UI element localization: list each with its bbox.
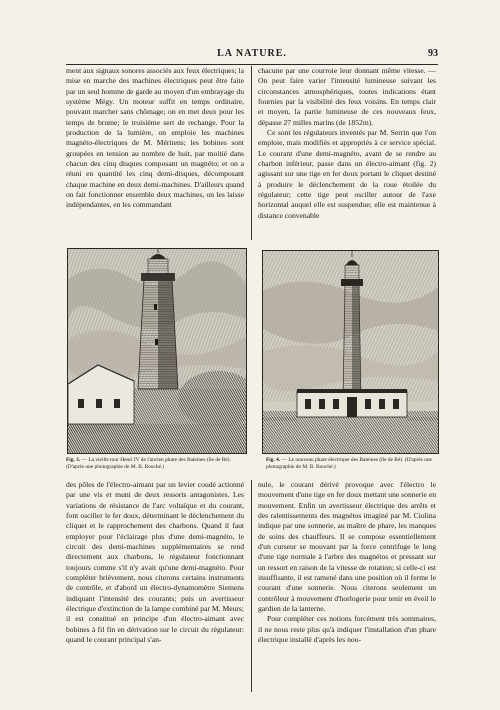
figure-label: Fig. 4. bbox=[266, 457, 281, 463]
paragraph: chacune par une courroie leur donnant même vitesse. — On peut faire varier l'intensité lumineuse suivant les circonstances atmosphériques, toutes indications étant fournies par la visibilité des feux voisins. En temps clair et moyen, la partie lumineuse de ces nouveaux feux, dépasse 27 milles marins (de 1852m). bbox=[258, 66, 436, 127]
text-column-top-right bbox=[258, 66, 436, 240]
column-rule bbox=[251, 480, 252, 692]
figure-caption-right bbox=[266, 457, 436, 470]
paragraph: Pour compléter ces notions forcément très sommaires, il ne nous reste plus qu'à indiquer l'installation d'un phare électrique installé d'après les nou- bbox=[258, 614, 436, 645]
figure-label: Fig. 3. bbox=[66, 457, 81, 463]
journal-title: LA NATURE. bbox=[217, 48, 287, 59]
old-tower-illustration bbox=[68, 249, 246, 453]
text-column-top-left bbox=[66, 66, 244, 240]
figure-caption-left bbox=[66, 457, 248, 470]
running-header bbox=[66, 48, 438, 65]
caption-text: — La vieille tour Henri IV de l'ancien phare des Baleines (île de Ré). (D'après une photographie de M. B. Bouché.) bbox=[66, 457, 231, 470]
paragraph: Ce sont les régulateurs inventés par M. Serrin que l'on emploie, mais modifiés et appropriés à ce service spécial. Le courant d'une demi-magnéto, avant de se rendre au charbon inférieur, passe dans un électro-aimant (fig. 2) agissant sur une tige en fer doux portant le cliquet destiné à produire le déclenchement de la roue étoilée du régulateur; cette tige peut osciller autour de l'axe horizontal auquel elle est suspendue; elle est maintenue à distance convenable bbox=[258, 128, 436, 220]
figure-new-lighthouse-engraving bbox=[262, 250, 439, 454]
text-column-bottom-right bbox=[258, 480, 436, 692]
paragraph: nule, le courant dérivé provoque avec l'électro le mouvement d'une tige en fer doux mettant une sonnerie en mouvement. Enfin un avertisseur électrique des arrêts et des ralentissements des magnétos imaginé par M. Ciolina indique par une sonnerie, au maître de phare, les manques de soins des chauffeurs. Il se compose essentiellement d'un curseur se mouvant par la force centrifuge le long d'une tige normale à l'arbre des magnétos et pressant sur un ressort en raison de la vitesse de rotation; si celle-ci est insuffisante, il est ramené dans une position où il ferme le courant d'une sonnerie. Nous citerons seulement un contrôleur à mouvement d'horlogerie pour tenir en éveil le gardien de la lanterne. bbox=[258, 480, 436, 614]
page-number: 93 bbox=[428, 48, 438, 59]
figure-old-tower-engraving bbox=[67, 248, 247, 454]
new-lighthouse-illustration bbox=[263, 251, 438, 453]
paragraph: ment aux signaux sonores associés aux feux électriques; la mise en marche des machines électriques peut être faite par un seul homme de garde au moyen d'un embrayage du système Mégy. Un moteur suffit en temps ordinaire, pouvant marcher sans chômage; on en met deux pour les temps de brume; le troisième sert de rechange. Pour la production de la lumière, on emploie les machines magnéto-électriques de M. Méritens; les bobines sont groupées en tension au nombre de huit, par moitié dans chacun des cinq disques composant un magnéto; et on a réuni en quantité les cinq demi-disques, décomposant chaque machine en deux demi-machines. D'ailleurs quand on fait fonctionner ensemble deux machines, on les laisse indépendantes, en les commandant bbox=[66, 66, 244, 210]
paragraph: des pôles de l'électro-aimant par un levier coudé actionné par une vis et muni de deux ressorts antagonistes. Les variations de résistance de l'arc voltaïque et du courant, font osciller le fer doux, déterminant le déclenchement du cliquet et le rapprochement des charbons. Quand il faut employer pour l'éclairage plus d'une demi-magnéto, le circuit des demi-machines supplémentaires se rend directement aux charbons, le régulateur fonctionnant toujours comme s'il n'y avait qu'une demi-magnéto. Pour compléter brièvement, nous citerons certains instruments de contrôle, et d'abord un électro-dynamomètre Siemens indiquant l'intensité des courants; puis un avertisseur électrique d'extinction de la lampe combiné par M. Meurs; il est constitué en principe d'un électro-aimant avec bobines à fil fin en dérivation sur le circuit du régulateur: quand le courant principal s'an- bbox=[66, 480, 244, 645]
text-column-bottom-left bbox=[66, 480, 244, 692]
caption-text: — Le nouveau phare électrique des Baleines (île de Ré). (D'après une photographie de M. B. Bouché.) bbox=[266, 457, 432, 470]
column-rule bbox=[251, 66, 252, 240]
